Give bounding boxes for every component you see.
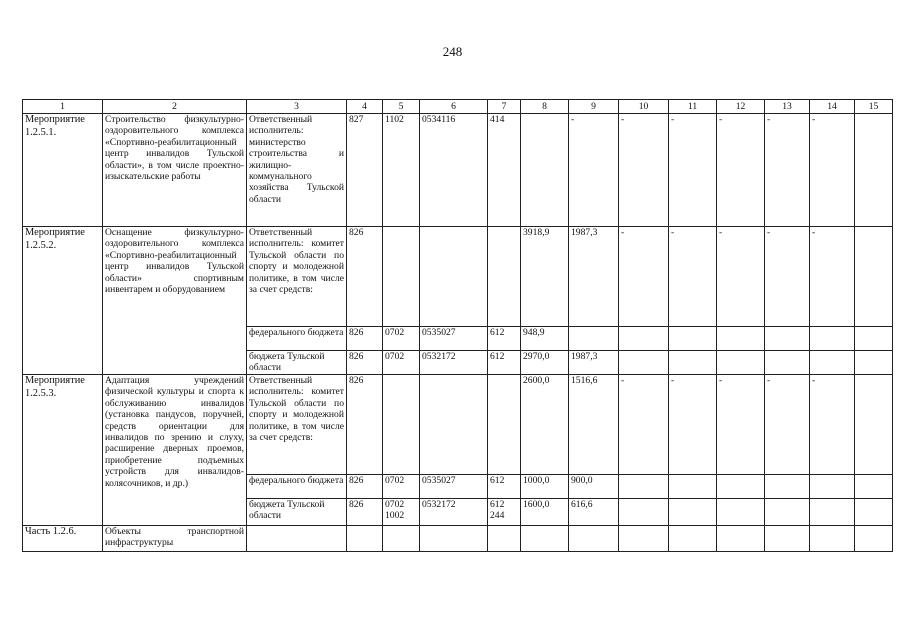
cell-dash: - [810, 114, 855, 227]
column-number: 2 [103, 100, 247, 114]
cell-dash: - [669, 375, 717, 475]
measure-code: Мероприятие 1.2.5.3. [23, 375, 103, 526]
expense-type-code: 244 [490, 510, 505, 522]
cell-empty [855, 526, 893, 552]
cell-empty [420, 526, 488, 552]
cell-grbs: 826 [347, 351, 383, 375]
part-name: Объекты транспортной инфраструктуры [103, 526, 247, 552]
cell-empty [669, 351, 717, 375]
cell-expense-type [488, 227, 521, 327]
cell-dash: - [717, 375, 765, 475]
cell-grbs: 827 [347, 114, 383, 227]
cell-amount: 2600,0 [521, 375, 569, 475]
column-number: 15 [855, 100, 893, 114]
cell-section: 1102 [383, 114, 420, 227]
cell-amount [521, 114, 569, 227]
cell-section: 0702 [383, 327, 420, 351]
cell-section [383, 499, 420, 526]
cell-empty [855, 351, 893, 375]
cell-amount: 900,0 [569, 475, 619, 499]
column-number: 13 [765, 100, 810, 114]
cell-empty [717, 327, 765, 351]
cell-amount: 3918,9 [521, 227, 569, 327]
section-code: 1002 [385, 510, 405, 522]
cell-empty [765, 526, 810, 552]
executor-cell: Ответственный исполнитель: министерство строительства и жилищно-коммунального хозяйства Тульской области [247, 114, 347, 227]
column-number: 7 [488, 100, 521, 114]
cell-empty [619, 351, 669, 375]
cell-amount: - [569, 114, 619, 227]
cell-dash: - [669, 227, 717, 327]
executor-cell: Ответственный исполнитель: комитет Тульской области по спорту и молодежной политике, в том числе за счет средств: [247, 227, 347, 327]
cell-amount: 1516,6 [569, 375, 619, 475]
column-number: 1 [23, 100, 103, 114]
table-row [23, 526, 893, 552]
cell-empty [765, 327, 810, 351]
cell-amount: 948,9 [521, 327, 569, 351]
cell-section [383, 227, 420, 327]
cell-empty [619, 475, 669, 499]
cell-empty [810, 351, 855, 375]
cell-grbs: 826 [347, 375, 383, 475]
cell-empty [669, 475, 717, 499]
cell-dash: - [810, 375, 855, 475]
cell-grbs: 826 [347, 499, 383, 526]
cell-empty [810, 526, 855, 552]
cell-empty [810, 499, 855, 526]
expense-type-code: 612 [490, 499, 505, 510]
cell-dash: - [810, 227, 855, 327]
cell-amount: 1600,0 [521, 499, 569, 526]
cell-empty [347, 526, 383, 552]
cell-grbs: 826 [347, 227, 383, 327]
table-row [23, 375, 893, 475]
cell-empty [855, 475, 893, 499]
column-number: 6 [420, 100, 488, 114]
column-number: 10 [619, 100, 669, 114]
cell-target-article: 0534116 [420, 114, 488, 227]
column-number: 4 [347, 100, 383, 114]
cell-expense-type: 612 [488, 351, 521, 375]
cell-section [383, 375, 420, 475]
measure-name: Строительство физкультурно-оздоровительного комплекса «Спортивно-реабилитационный центр инвалидов Тульской области», в том числе проектно-изыскательские работы [103, 114, 247, 227]
cell-empty [717, 351, 765, 375]
cell-empty [669, 327, 717, 351]
cell-empty [717, 475, 765, 499]
cell-empty [855, 227, 893, 327]
table-row [23, 227, 893, 327]
table-row [23, 114, 893, 227]
cell-dash: - [619, 375, 669, 475]
funding-source: федерального бюджета [247, 327, 347, 351]
cell-empty [619, 526, 669, 552]
cell-empty [855, 375, 893, 475]
cell-empty [669, 499, 717, 526]
cell-dash: - [765, 227, 810, 327]
column-number: 11 [669, 100, 717, 114]
measure-code: Мероприятие 1.2.5.2. [23, 227, 103, 375]
funding-source: бюджета Тульской области [247, 499, 347, 526]
cell-grbs: 826 [347, 475, 383, 499]
cell-empty [717, 499, 765, 526]
cell-expense-type [488, 499, 521, 526]
cell-empty [488, 526, 521, 552]
cell-target-article: 0535027 [420, 327, 488, 351]
cell-empty [619, 499, 669, 526]
column-number: 9 [569, 100, 619, 114]
cell-empty [669, 526, 717, 552]
cell-expense-type: 612 [488, 475, 521, 499]
cell-empty [717, 526, 765, 552]
cell-target-article [420, 375, 488, 475]
cell-amount: 1987,3 [569, 351, 619, 375]
column-number: 3 [247, 100, 347, 114]
cell-empty [521, 526, 569, 552]
cell-target-article: 0532172 [420, 351, 488, 375]
cell-dash: - [717, 114, 765, 227]
cell-empty [569, 526, 619, 552]
page-number: 248 [442, 44, 463, 59]
cell-amount: 1987,3 [569, 227, 619, 327]
budget-table [22, 99, 893, 552]
cell-section: 0702 [383, 351, 420, 375]
cell-empty [810, 327, 855, 351]
measure-name: Адаптация учреждений физической культуры и спорта к обслуживанию инвалидов (установка пандусов, поручней, средств ориентации для инвалидов по зрению и слуху, расширение дверных проемов, приобретение подъемных устройств для инвалидов-колясочников, и др.) [103, 375, 247, 526]
measure-name: Оснащение физкультурно-оздоровительного комплекса «Спортивно-реабилитационный центр инвалидов Тульской области» спортивным инвентарем и оборудованием [103, 227, 247, 375]
funding-source: бюджета Тульской области [247, 351, 347, 375]
cell-empty [855, 114, 893, 227]
cell-empty [247, 526, 347, 552]
cell-section: 0702 [383, 475, 420, 499]
cell-target-article: 0532172 [420, 499, 488, 526]
executor-cell: Ответственный исполнитель: комитет Тульской области по спорту и молодежной политике, в том числе за счет средств: [247, 375, 347, 475]
cell-amount: 2970,0 [521, 351, 569, 375]
cell-dash: - [669, 114, 717, 227]
cell-dash: - [765, 114, 810, 227]
cell-expense-type [488, 375, 521, 475]
cell-expense-type: 612 [488, 327, 521, 351]
cell-empty [765, 475, 810, 499]
cell-amount [569, 327, 619, 351]
cell-empty [765, 499, 810, 526]
cell-empty [810, 475, 855, 499]
column-number: 5 [383, 100, 420, 114]
cell-amount: 616,6 [569, 499, 619, 526]
cell-dash: - [717, 227, 765, 327]
cell-dash: - [619, 114, 669, 227]
column-number-row [23, 100, 893, 114]
cell-empty [383, 526, 420, 552]
cell-amount: 1000,0 [521, 475, 569, 499]
column-number: 14 [810, 100, 855, 114]
cell-grbs: 826 [347, 327, 383, 351]
part-code: Часть 1.2.6. [23, 526, 103, 552]
cell-dash: - [619, 227, 669, 327]
section-code: 0702 [385, 499, 405, 510]
cell-empty [855, 327, 893, 351]
cell-target-article [420, 227, 488, 327]
funding-source: федерального бюджета [247, 475, 347, 499]
cell-expense-type: 414 [488, 114, 521, 227]
cell-dash: - [765, 375, 810, 475]
cell-empty [619, 327, 669, 351]
column-number: 8 [521, 100, 569, 114]
cell-empty [855, 499, 893, 526]
column-number: 12 [717, 100, 765, 114]
cell-target-article: 0535027 [420, 475, 488, 499]
measure-code: Мероприятие 1.2.5.1. [23, 114, 103, 227]
cell-empty [765, 351, 810, 375]
